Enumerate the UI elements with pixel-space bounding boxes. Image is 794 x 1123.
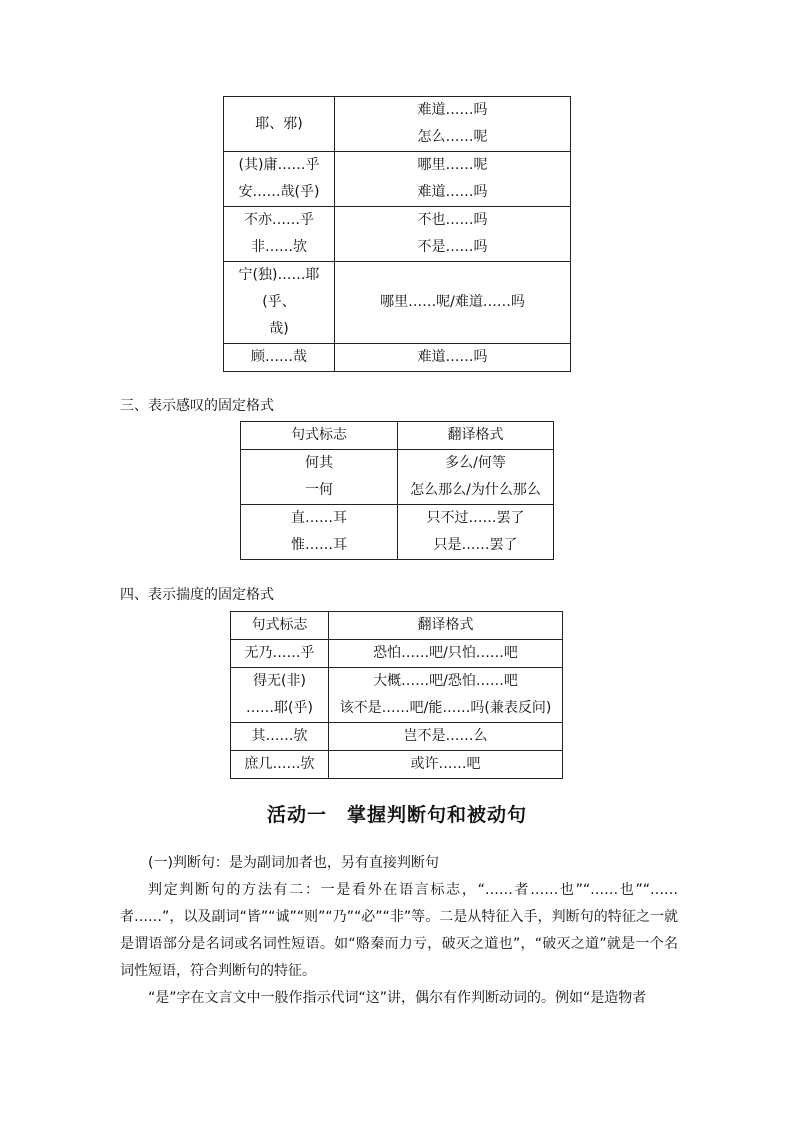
cell-text: 庶几……欤: [244, 756, 315, 772]
table-cell: [224, 97, 335, 152]
speculation-table: [230, 611, 563, 779]
cell-text: 或许……吧: [410, 756, 481, 772]
table-row: [231, 668, 563, 723]
table-cell: [398, 450, 554, 505]
table-cell: [224, 344, 335, 372]
cell-text: (其)庸……乎: [238, 157, 320, 173]
table-header-cell: 句式标志: [231, 612, 329, 640]
table-cell: [224, 207, 335, 262]
cell-text: 难道……吗: [417, 102, 488, 118]
exclamation-table: [240, 421, 554, 560]
table-cell: [241, 450, 398, 505]
cell-text: 非……欤: [251, 239, 307, 255]
table-cell: [231, 668, 329, 723]
table-header-row: [241, 422, 554, 450]
cell-text: 何其: [305, 455, 333, 471]
table-cell: [335, 152, 571, 207]
cell-text: 不是……吗: [417, 239, 488, 255]
table-cell: [329, 668, 563, 723]
cell-text: 宁(独)……耶(乎、: [238, 267, 320, 310]
table-row: [224, 344, 571, 372]
cell-text: 难道……吗: [417, 349, 488, 365]
table-header-row: [231, 612, 563, 640]
cell-text: 安……哉(乎): [238, 184, 320, 200]
table-cell: [224, 152, 335, 207]
cell-text: 一何: [305, 482, 333, 498]
table-row: [224, 207, 571, 262]
cell-text: 哪里……呢/难道……吗: [380, 294, 525, 310]
cell-text: 恐怕……吧/只怕……吧: [373, 645, 518, 661]
cell-text: 怎么那么/为什么那么: [410, 482, 541, 498]
table-cell: [335, 207, 571, 262]
table-cell: [329, 751, 563, 779]
table-row: [231, 723, 563, 751]
cell-text: 无乃……乎: [244, 645, 315, 661]
cell-text: 哉): [269, 321, 289, 337]
cell-text: 只是……罢了: [433, 537, 518, 553]
table-row: [231, 640, 563, 668]
table-cell: [335, 344, 571, 372]
table-row: [241, 505, 554, 560]
table-cell: [231, 751, 329, 779]
cell-text: ……耶(乎): [246, 700, 313, 716]
table-cell: [224, 262, 335, 344]
table-row: [231, 751, 563, 779]
table-cell: [241, 505, 398, 560]
cell-text: 哪里……呢: [417, 157, 488, 173]
table-header-cell: 句式标志: [241, 422, 398, 450]
paragraph-shi: “是”字在文言文中一般作指示代词“这”讲，偶尔有作判断动词的。例如“是造物者: [148, 990, 647, 1006]
table-cell: [329, 723, 563, 751]
paragraph-subtitle: (一)判断句：是为副词加者也，另有直接判断句: [148, 855, 439, 871]
cell-text: 难道……吗: [417, 184, 488, 200]
table-row: [241, 450, 554, 505]
section-4-title: 四、表示揣度的固定格式: [120, 587, 274, 603]
paragraph-method: 判定判断句的方法有二：一是看外在语言标志，“……者……也”“……也”“……者……”，以及副词“皆”“诚”“则”“乃”“必”“非”等。二是从特征入手，判断句的特征之一就是谓语部分是名词或名词性短语。如“赂秦而力亏，破灭之道也”，“破灭之道”就是一个名词性短语，符合判断句的特征。: [120, 882, 678, 979]
cell-text: 该不是……吧/能……吗(兼表反问): [339, 700, 552, 716]
table-header-cell: 翻译格式: [329, 612, 563, 640]
cell-text: 惟……耳: [291, 537, 347, 553]
cell-text: 耶、邪): [255, 115, 303, 132]
cell-text: 不也……吗: [417, 212, 488, 228]
cell-text: 得无(非): [253, 673, 306, 689]
cell-text: 怎么……呢: [417, 129, 488, 145]
table-row: [224, 97, 571, 152]
table-row: [224, 152, 571, 207]
cell-text: 不亦……乎: [244, 212, 314, 228]
table-cell: [335, 262, 571, 344]
table-header-cell: 翻译格式: [398, 422, 554, 450]
cell-text: 其……欤: [251, 728, 308, 744]
rhetorical-question-table: [223, 96, 571, 372]
cell-text: 大概……吧/恐怕……吧: [373, 673, 518, 689]
section-3-title: 三、表示感叹的固定格式: [120, 398, 274, 414]
table-cell: [398, 505, 554, 560]
cell-text: 只不过……罢了: [426, 510, 525, 526]
table-row: [224, 262, 571, 344]
table-cell: [231, 723, 329, 751]
cell-text: 直……耳: [291, 510, 347, 526]
cell-text: 多么/何等: [445, 455, 506, 471]
table-cell: [231, 640, 329, 668]
table-cell: [335, 97, 571, 152]
cell-text: 顾……哉: [251, 349, 307, 365]
activity-heading: 活动一 掌握判断句和被动句: [266, 804, 527, 826]
table-cell: [329, 640, 563, 668]
cell-text: 岂不是……么: [403, 728, 488, 744]
